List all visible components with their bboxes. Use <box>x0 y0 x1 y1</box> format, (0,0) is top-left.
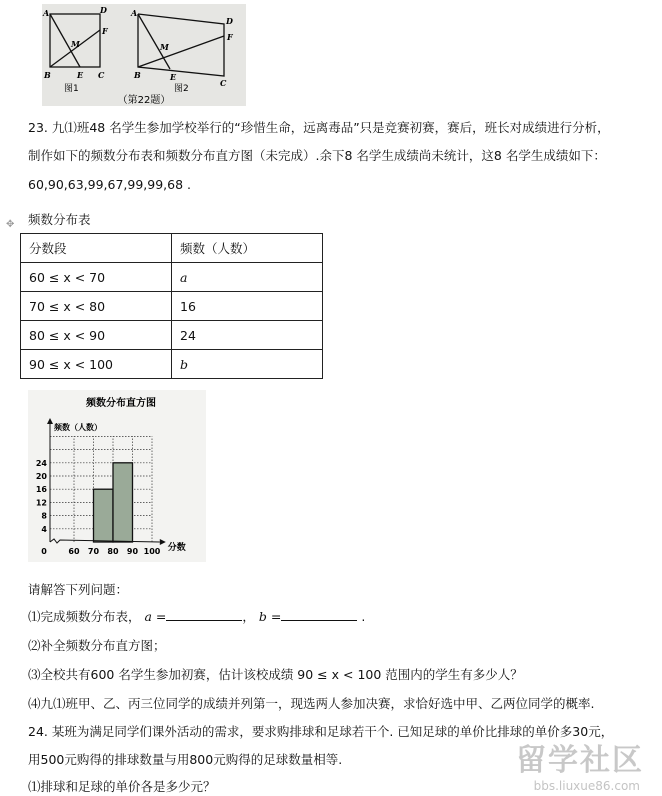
cell: 80 ≤ x < 90 <box>21 321 172 350</box>
svg-text:F: F <box>102 26 108 36</box>
svg-text:A: A <box>43 8 50 18</box>
svg-text:D: D <box>226 16 233 26</box>
cell: 90 ≤ x < 100 <box>21 350 172 379</box>
svg-text:E: E <box>170 72 177 82</box>
sub-question-2: ⑵补全频数分布直方图； <box>28 638 166 653</box>
fig1-label: 图1 <box>64 84 79 94</box>
x-tick-label: 80 <box>107 547 119 556</box>
y-tick-label: 8 <box>41 511 47 521</box>
svg-text:E: E <box>77 70 84 80</box>
svg-text:F: F <box>227 32 233 42</box>
a-label: a = <box>144 609 167 624</box>
answer-blank-b <box>281 608 357 621</box>
cell: b <box>172 350 323 379</box>
svg-text:C: C <box>98 70 105 80</box>
table-row <box>21 321 323 350</box>
q23-line2: 制作如下的频数分布表和频数分布直方图（未完成）.余下8 名学生成绩尚未统计，这8 名学生成绩如下： <box>28 148 606 163</box>
histogram <box>28 390 206 562</box>
x-tick-label: 60 <box>68 547 80 556</box>
frequency-table <box>20 233 323 379</box>
svg-text:B: B <box>44 70 51 80</box>
table-header-row <box>21 234 323 263</box>
x-axis-arrow <box>160 539 166 545</box>
q24-line1: 24. 某班为满足同学们课外活动的需求，要求购排球和足球若干个. 已知足球的单价比排球的单价多30元， <box>28 724 614 739</box>
x-tick-label: 90 <box>126 547 139 556</box>
watermark-logo: 留学社区 <box>516 743 644 778</box>
svg-text:A: A <box>131 8 138 18</box>
svg-text:B: B <box>134 70 141 80</box>
cell: a <box>172 263 323 292</box>
svg-text:M: M <box>71 39 80 49</box>
sub-question-4: ⑷九⑴班甲、乙、丙三位同学的成绩并列第一，现选两人参加决赛，求恰好选中甲、乙两位同学的概率. <box>28 696 595 711</box>
table-row <box>21 292 323 321</box>
y-tick-label: 12 <box>35 498 47 508</box>
q24-line2: 用500元购得的排球数量与用800元购得的足球数量相等. <box>28 752 343 767</box>
watermark-url: bbs.liuxue86.com <box>533 779 640 793</box>
table-move-handle-icon[interactable]: ✥ <box>6 219 15 230</box>
table-title: 频数分布表 <box>28 212 91 227</box>
y-axis-arrow <box>47 418 53 424</box>
q24-sub1: ⑴排球和足球的单价各是多少元？ <box>28 779 216 794</box>
header-cell: 频数（人数） <box>172 234 323 263</box>
geometry-figures <box>42 4 246 106</box>
x-axis-label: 分数 <box>167 543 186 553</box>
sub-question-3: ⑶全校共有600 名学生参加初赛，估计该校成绩 90 ≤ x < 100 范围内的学生有多少人？ <box>28 667 523 682</box>
y-tick-label: 16 <box>35 485 47 495</box>
cell: 24 <box>172 321 323 350</box>
cell: 70 ≤ x < 80 <box>21 292 172 321</box>
q23-line1: 23. 九⑴班48 名学生参加学校举行的“珍惜生命，远离毒品”只是竞赛初赛，赛后，班长对成绩进行分析， <box>28 120 610 135</box>
header-cell: 分数段 <box>21 234 172 263</box>
q23-scores: 60,90,63,99,67,99,99,68 . <box>28 177 192 192</box>
histogram-bar <box>113 463 133 542</box>
svg-text:C: C <box>220 78 227 88</box>
x-tick-label: 100 <box>143 547 161 556</box>
x-tick-label: 0 <box>41 547 47 556</box>
y-axis-label: 频数（人数） <box>54 423 102 432</box>
svg-text:D: D <box>100 5 107 15</box>
svg-text:M: M <box>160 42 169 52</box>
sub1-text: ⑴完成频数分布表， <box>28 609 141 624</box>
histogram-bar <box>94 489 114 542</box>
sub-question-1: ⑴完成频数分布表， a = ， b = . <box>28 609 366 624</box>
geometry-figures-svg <box>42 4 246 106</box>
y-tick-label: 20 <box>35 472 47 481</box>
histogram-svg <box>28 390 206 562</box>
y-tick-label: 24 <box>35 458 47 468</box>
table-row <box>21 350 323 379</box>
cell: 60 ≤ x < 70 <box>21 263 172 292</box>
chart-title: 频数分布直方图 <box>86 398 156 409</box>
y-tick-label: 4 <box>41 524 47 534</box>
b-label: b = <box>258 609 282 624</box>
x-tick-label: 70 <box>87 547 100 556</box>
table-row <box>21 263 323 292</box>
fig2-label: 图2 <box>174 84 189 94</box>
prompt: 请解答下列问题： <box>28 582 129 597</box>
figure-caption: （第22题） <box>117 95 171 106</box>
answer-blank-a <box>166 608 242 621</box>
cell: 16 <box>172 292 323 321</box>
